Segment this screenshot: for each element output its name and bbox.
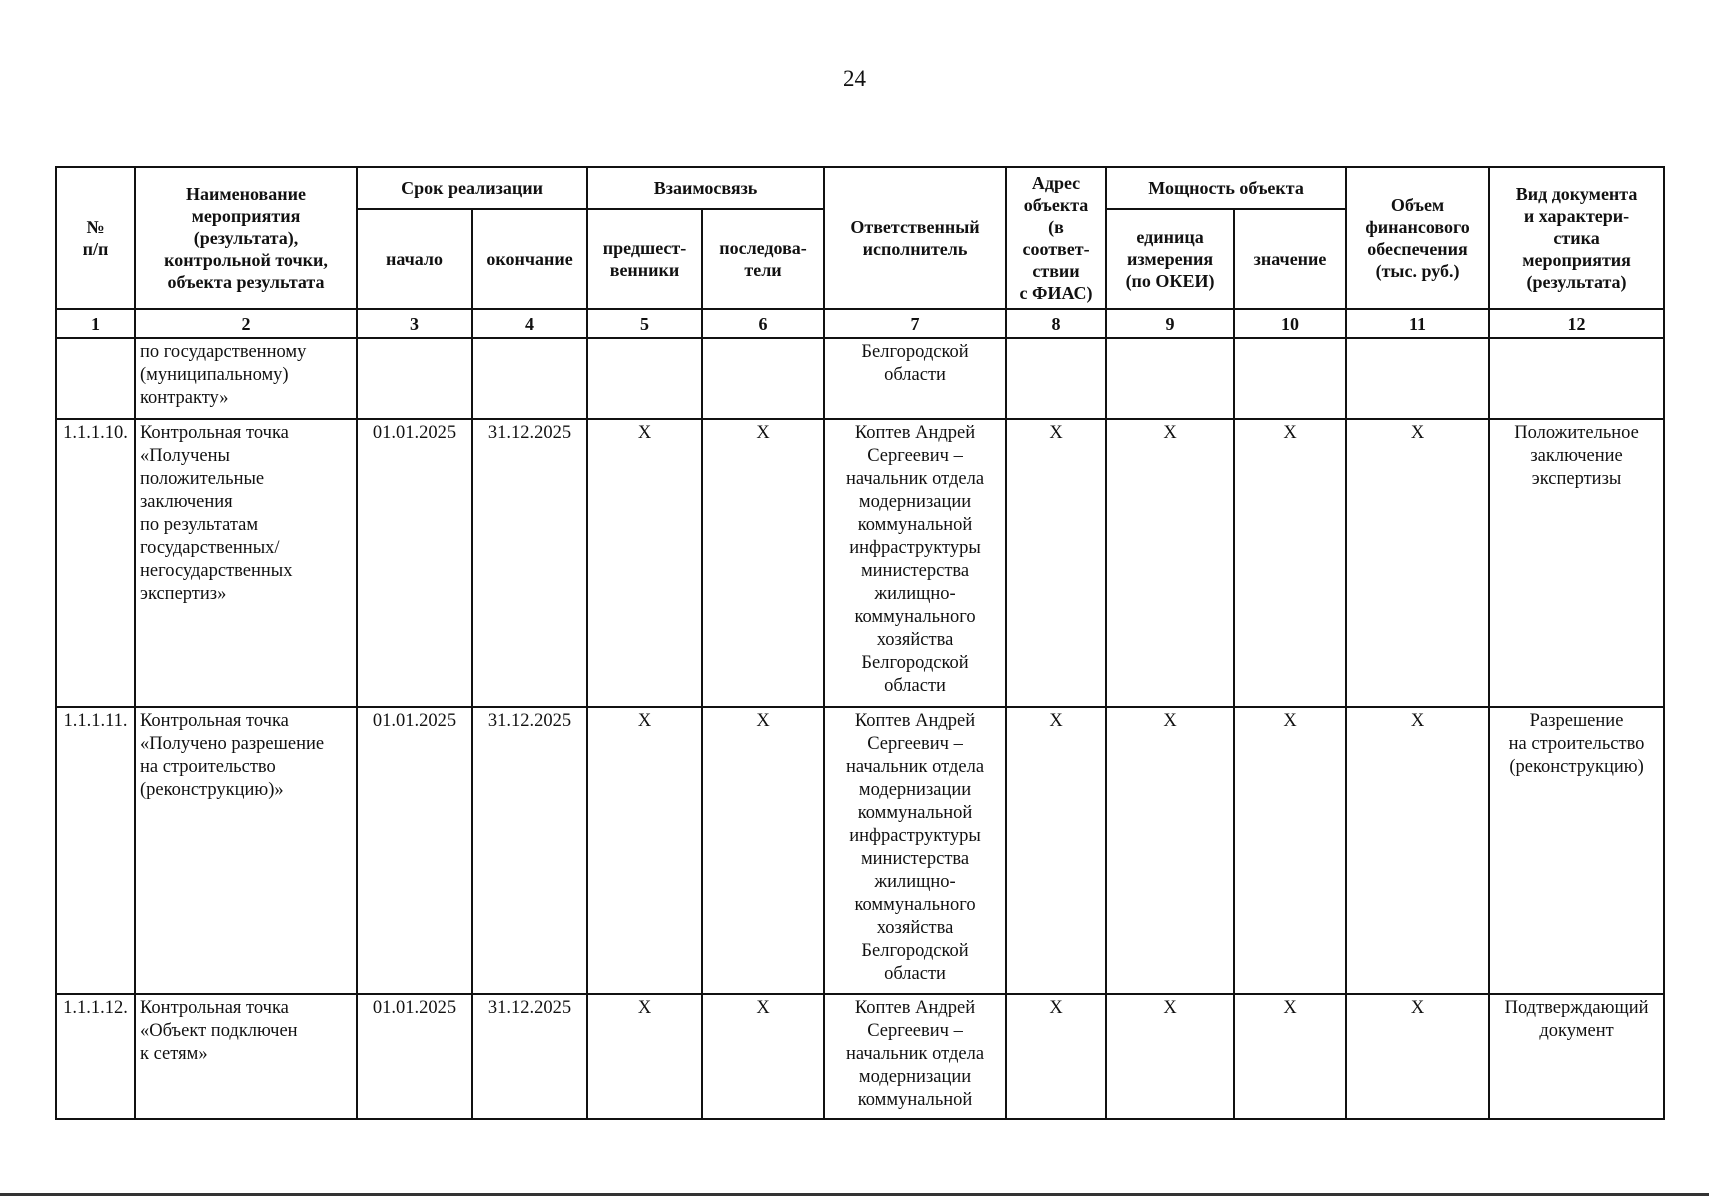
page-bottom-border: [0, 1193, 1709, 1196]
cell-finance: X: [1346, 994, 1489, 1119]
table-row: [56, 419, 1664, 707]
header-capacity: Мощность объекта: [1106, 167, 1346, 209]
column-number: 12: [1489, 309, 1664, 338]
cell-responsible: Коптев Андрей Сергеевич – начальник отдела модернизации коммунальной инфраструктуры министерства жилищно- коммунального хозяйства Белгородской области: [824, 707, 1006, 994]
cell-predecessors: X: [587, 419, 702, 707]
cell-end: 31.12.2025: [472, 994, 587, 1119]
cell-start: 01.01.2025: [357, 994, 472, 1119]
cell-num: 1.1.1.12.: [56, 994, 135, 1119]
cell-predecessors: X: [587, 707, 702, 994]
cell-start: 01.01.2025: [357, 419, 472, 707]
cell-finance: X: [1346, 419, 1489, 707]
cell-successors: X: [702, 994, 824, 1119]
header-relation: Взаимосвязь: [587, 167, 824, 209]
cell-address: [1006, 338, 1106, 419]
header-address: Адрес объекта (в соответ- ствии с ФИАС): [1006, 167, 1106, 309]
cell-name: Контрольная точка «Получено разрешение на строительство (реконструкцию)»: [135, 707, 357, 994]
header-successors: последова- тели: [702, 209, 824, 309]
plan-table: [55, 166, 1665, 1120]
column-number: 7: [824, 309, 1006, 338]
header-num: № п/п: [56, 167, 135, 309]
header-finance: Объем финансового обеспечения (тыс. руб.): [1346, 167, 1489, 309]
cell-predecessors: X: [587, 994, 702, 1119]
header-term-end: окончание: [472, 209, 587, 309]
cell-successors: X: [702, 707, 824, 994]
cell-num: 1.1.1.10.: [56, 419, 135, 707]
column-number: 11: [1346, 309, 1489, 338]
cell-value: X: [1234, 994, 1346, 1119]
column-number: 2: [135, 309, 357, 338]
cell-successors: X: [702, 419, 824, 707]
cell-responsible: Коптев Андрей Сергеевич – начальник отдела модернизации коммунальной инфраструктуры министерства жилищно- коммунального хозяйства Белгородской области: [824, 419, 1006, 707]
cell-unit: X: [1106, 994, 1234, 1119]
table-row: [56, 707, 1664, 994]
column-number: 3: [357, 309, 472, 338]
page-number: 24: [843, 66, 866, 91]
cell-start: [357, 338, 472, 419]
cell-doc: Подтверждающий документ: [1489, 994, 1664, 1119]
cell-doc: Разрешение на строительство (реконструкцию): [1489, 707, 1664, 994]
cell-successors: [702, 338, 824, 419]
cell-unit: [1106, 338, 1234, 419]
header-predecessors: предшест- венники: [587, 209, 702, 309]
cell-finance: X: [1346, 707, 1489, 994]
cell-name: по государственному (муниципальному) контракту»: [135, 338, 357, 419]
column-number: 9: [1106, 309, 1234, 338]
header-name: Наименование мероприятия (результата), контрольной точки, объекта результата: [135, 167, 357, 309]
cell-name: Контрольная точка «Получены положительные заключения по результатам государственных/ негосударственных экспертиз»: [135, 419, 357, 707]
header-term: Срок реализации: [357, 167, 587, 209]
cell-value: [1234, 338, 1346, 419]
table-row: [56, 338, 1664, 419]
cell-value: X: [1234, 419, 1346, 707]
header-unit: единица измерения (по ОКЕИ): [1106, 209, 1234, 309]
cell-predecessors: [587, 338, 702, 419]
cell-finance: [1346, 338, 1489, 419]
header-value: значение: [1234, 209, 1346, 309]
cell-name: Контрольная точка «Объект подключен к сетям»: [135, 994, 357, 1119]
column-number: 1: [56, 309, 135, 338]
cell-address: X: [1006, 419, 1106, 707]
cell-end: [472, 338, 587, 419]
cell-start: 01.01.2025: [357, 707, 472, 994]
cell-num: 1.1.1.11.: [56, 707, 135, 994]
header-term-start: начало: [357, 209, 472, 309]
column-number: 10: [1234, 309, 1346, 338]
column-number: 6: [702, 309, 824, 338]
cell-address: X: [1006, 994, 1106, 1119]
table-row: [56, 994, 1664, 1119]
cell-responsible: Белгородской области: [824, 338, 1006, 419]
cell-end: 31.12.2025: [472, 707, 587, 994]
cell-unit: X: [1106, 707, 1234, 994]
column-number: 8: [1006, 309, 1106, 338]
cell-doc: Положительное заключение экспертизы: [1489, 419, 1664, 707]
header-responsible: Ответственный исполнитель: [824, 167, 1006, 309]
cell-unit: X: [1106, 419, 1234, 707]
cell-responsible: Коптев Андрей Сергеевич – начальник отдела модернизации коммунальной: [824, 994, 1006, 1119]
column-number: 4: [472, 309, 587, 338]
cell-value: X: [1234, 707, 1346, 994]
cell-num: [56, 338, 135, 419]
cell-doc: [1489, 338, 1664, 419]
column-number: 5: [587, 309, 702, 338]
cell-end: 31.12.2025: [472, 419, 587, 707]
header-doc-type: Вид документа и характери- стика мероприятия (результата): [1489, 167, 1664, 309]
cell-address: X: [1006, 707, 1106, 994]
